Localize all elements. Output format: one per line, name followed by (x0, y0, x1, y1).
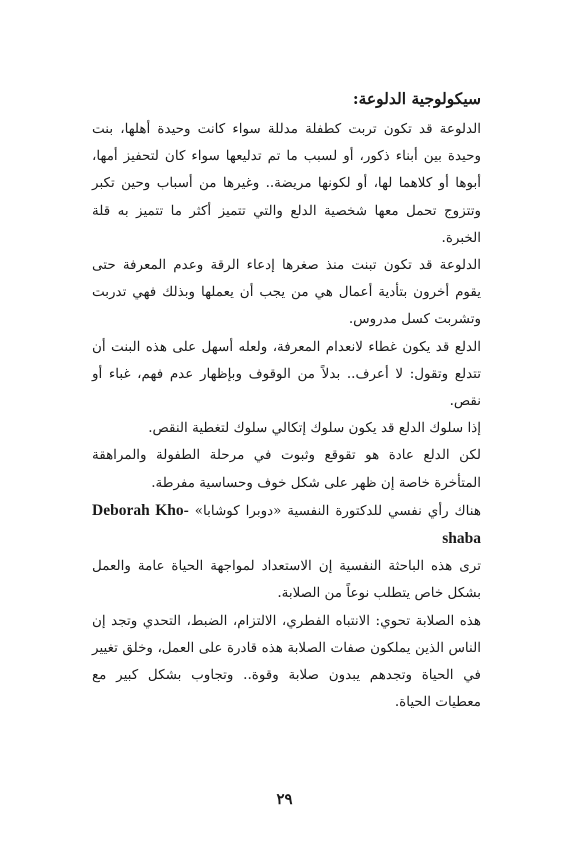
paragraph-4: إذا سلوك الدلع قد يكون سلوك إتكالي سلوك لتغطية النقص. (148, 420, 481, 437)
quote-text: هناك رأي نفسي للدكتورة النفسية «دوبرا كوشابا» (194, 502, 481, 519)
page-body (92, 82, 481, 716)
paragraph-2: الدلوعة قد تكون تبنت منذ صغرها إدعاء الرقة وعدم المعرفة حتى يقوم أخرون بتأدية أعمال هي من يجب أن يعملها وبذلك فهي تدربت وتشربت كسل مدروس. (92, 257, 481, 328)
paragraph-7: هذه الصلابة تحوي: الانتباه الفطري، الالتزام، الضبط، التحدي وتجد إن الناس الذين يملكون صفات الصلابة هذه قادرة على العمل، وخلق تغيير في الحياة وتجدهم يبدون صلابة وقوة.. وتجاوب بشكل كبير مع معطيات الحياة. (92, 612, 481, 711)
researcher-name: Deborah Kho-shaba (92, 501, 481, 548)
section-heading: سيكولوجية الدلوعة: (352, 89, 481, 108)
paragraph-6: ترى هذه الباحثة النفسية إن الاستعداد لمواجهة الحياة عامة والعمل بشكل خاص يتطلب نوعاً من الصلابة. (92, 558, 481, 602)
page-number: ٢٩ (276, 790, 293, 808)
quote-paragraph (92, 497, 481, 553)
paragraph-3: الدلع قد يكون غطاء لانعدام المعرفة، ولعله أسهل على هذه البنت أن تتدلع وتقول: لا أعرف.. بدلاً من الوقوف وبإظهار عدم فهم، غباء أو نقص. (92, 338, 481, 410)
paragraph-1: الدلوعة قد تكون تربت كطفلة مدللة سواء كانت وحيدة أهلها، بنت وحيدة بين أبناء ذكور، أو لسبب ما تم تدليعها سواء كان لتحفيز أمها، أبوها أو كلاهما لها، أو لكونها مريضة.. وغيرها من أسباب وحين تكبر وتتزوج تحمل معها شخصية الدلع والتي تتميز أكثر ما تتميز به قلة الخبرة. (92, 121, 481, 246)
paragraph-5: لكن الدلع عادة هو تقوقع وثبوت في مرحلة الطفولة والمراهقة المتأخرة خاصة إن ظهر على شكل خوف وحساسية مفرطة. (92, 447, 481, 491)
